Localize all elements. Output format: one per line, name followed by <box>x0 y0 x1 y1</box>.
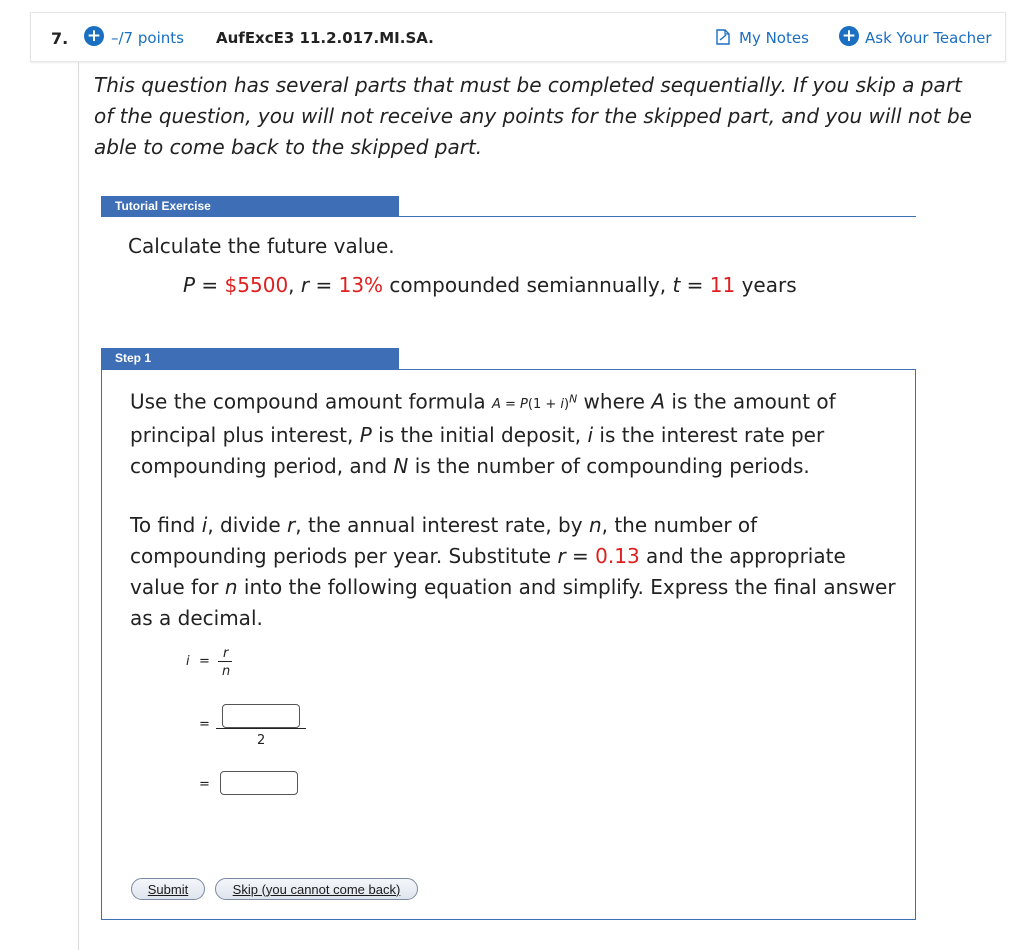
p-value: $5500 <box>224 273 289 297</box>
tutorial-exercise-header <box>101 196 399 217</box>
r-label: r <box>300 273 310 297</box>
t-value: 11 <box>709 273 736 297</box>
question-number: 7. <box>51 29 69 48</box>
compound-formula: $A = P(1 + i)^N$ <box>491 393 578 413</box>
eq-equals-1: = <box>199 654 210 669</box>
ask-teacher-link[interactable]: Ask Your Teacher <box>865 29 992 47</box>
given-values: P = $5500, r = 13% compounded semiannually, t = 11 years <box>183 273 797 297</box>
fraction-bar-2 <box>216 728 306 729</box>
question-header <box>30 12 1006 62</box>
eq-i: i <box>186 654 190 669</box>
prompt-text: Calculate the future value. <box>128 234 395 258</box>
notes-icon[interactable] <box>716 29 730 45</box>
numerator-input[interactable] <box>222 704 300 728</box>
t-label: t <box>672 273 681 297</box>
my-notes-link[interactable]: My Notes <box>739 29 809 47</box>
t-unit: years <box>741 273 797 297</box>
eq-n: n <box>222 664 231 679</box>
eq-denominator: 2 <box>257 733 266 748</box>
intro-text: This question has several parts that must be completed sequentially. If you skip a part of the question, you will not receive any points for the skipped part, and you will not be able to come back to the skipped part. <box>94 73 972 159</box>
fraction-bar-1 <box>218 661 232 662</box>
eq-r: r <box>223 646 229 661</box>
step-paragraph-2: To find i, divide r, the annual interest rate, by n, the number of compounding periods per year. Substitute r = 0.13 and the appropriate value for n into the following equation and simplify. Express the final answer as a decimal. <box>130 513 896 630</box>
plus-circle-icon[interactable]: + <box>84 26 104 46</box>
tutorial-exercise-label: Tutorial Exercise <box>115 199 211 213</box>
step-1-label: Step 1 <box>115 351 152 365</box>
question-id: AufExcE3 11.2.017.MI.SA. <box>216 29 434 47</box>
eq-equals-2: = <box>199 717 210 732</box>
r-value: 13% <box>338 273 384 297</box>
points-label: –/7 points <box>111 29 184 47</box>
result-input[interactable] <box>220 771 298 795</box>
tutorial-divider <box>399 216 916 217</box>
ask-teacher-icon[interactable]: + <box>839 26 859 46</box>
step-1-header <box>101 348 399 369</box>
left-rule <box>78 62 79 950</box>
step-paragraph-1: Use the compound amount formula $A = P(1 + i)^N$ where A is the amount of principal plus interest, P is the initial deposit, i is the interest rate per compounding period, and N is the number of compounding periods. <box>130 389 836 479</box>
submit-button[interactable]: Submit <box>131 878 205 900</box>
compounding-text: compounded semiannually, <box>389 273 667 297</box>
skip-button[interactable]: Skip (you cannot come back) <box>215 878 418 900</box>
p-label: P <box>183 273 196 297</box>
eq-equals-3: = <box>199 777 210 792</box>
